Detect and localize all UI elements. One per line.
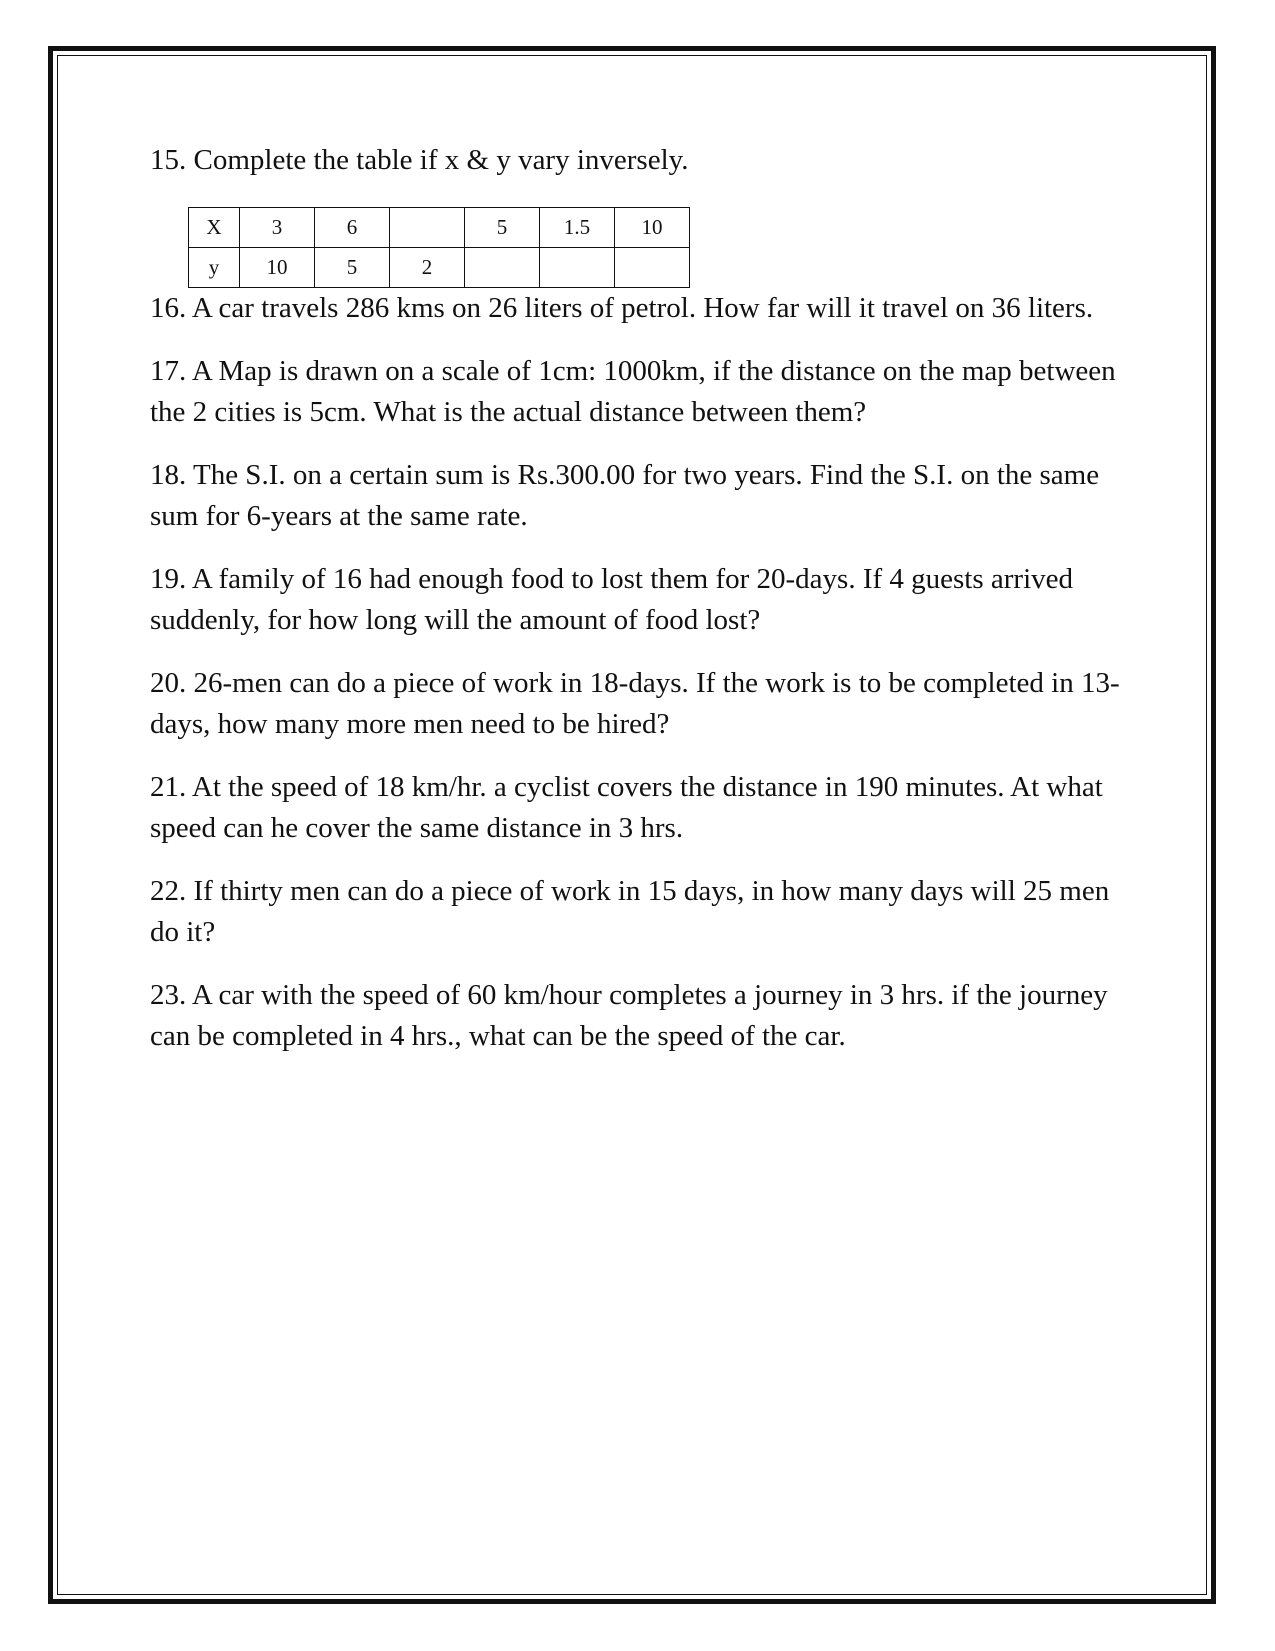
table-cell (615, 248, 690, 288)
table-cell (540, 248, 615, 288)
table-cell: 2 (390, 248, 465, 288)
question-19: 19. A family of 16 had enough food to lost them for 20-days. If 4 guests arrived suddenly, for how long will the amount of food lost? (150, 563, 1074, 636)
table-cell: 5 (315, 248, 390, 288)
question-21: 21. At the speed of 18 km/hr. a cyclist covers the distance in 190 minutes. At what speed can he cover the same distance in 3 hrs. (150, 771, 1103, 844)
question-17: 17. A Map is drawn on a scale of 1cm: 1000km, if the distance on the map between the 2 cities is 5cm. What is the actual distance between them? (150, 355, 1116, 428)
question-22: 22. If thirty men can do a piece of work in 15 days, in how many days will 25 men do it? (150, 875, 1110, 948)
table-row-y (189, 248, 690, 288)
table-cell: 1.5 (540, 208, 615, 248)
table-cell: 10 (615, 208, 690, 248)
table-cell (390, 208, 465, 248)
table-cell (465, 248, 540, 288)
question-18: 18. The S.I. on a certain sum is Rs.300.00 for two years. Find the S.I. on the same sum for 6-years at the same rate. (150, 459, 1100, 532)
table-cell: 6 (315, 208, 390, 248)
table-cell: 5 (465, 208, 540, 248)
table-cell: 3 (240, 208, 315, 248)
question-20: 20. 26-men can do a piece of work in 18-days. If the work is to be completed in 13-days, how many more men need to be hired? (150, 667, 1120, 740)
question-15: 15. Complete the table if x & y vary inversely. (150, 144, 689, 176)
question-23: 23. A car with the speed of 60 km/hour completes a journey in 3 hrs. if the journey can be completed in 4 hrs., what can be the speed of the car. (150, 979, 1108, 1052)
table-cell: X (189, 208, 240, 248)
inverse-variation-table (188, 207, 690, 288)
table-cell: y (189, 248, 240, 288)
table-row-x (189, 208, 690, 248)
question-16: 16. A car travels 286 kms on 26 liters of petrol. How far will it travel on 36 liters. (150, 292, 1094, 324)
table-cell: 10 (240, 248, 315, 288)
worksheet-content (150, 140, 1120, 1057)
